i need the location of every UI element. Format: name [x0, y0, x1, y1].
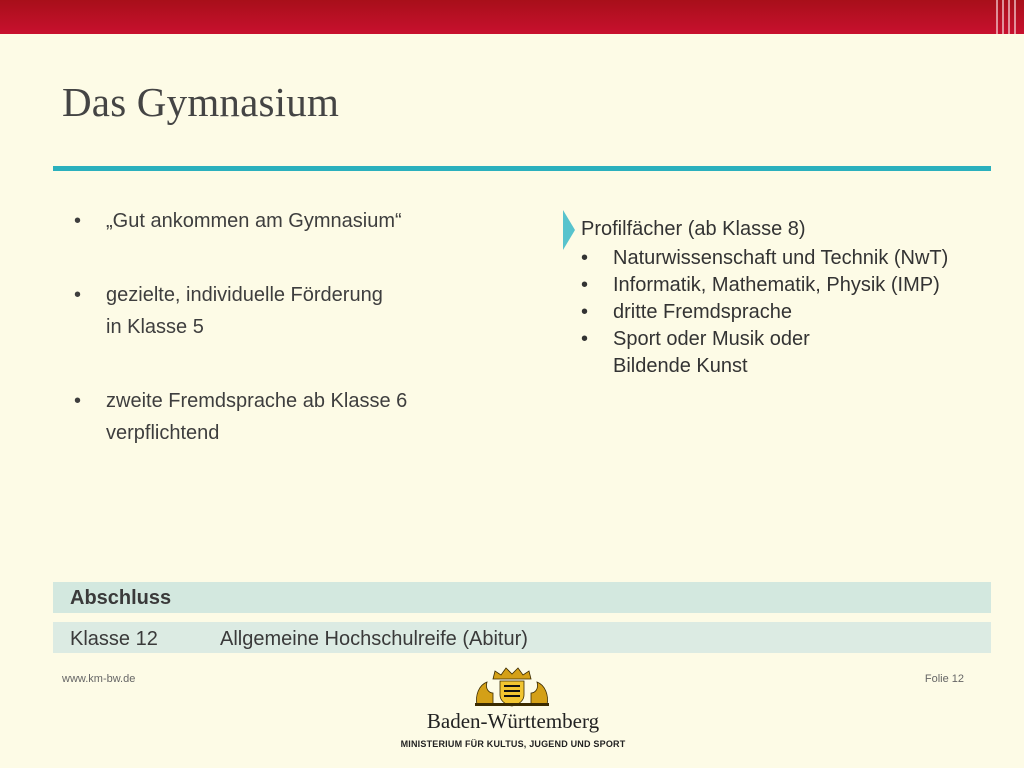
bullet-item: [74, 385, 534, 449]
footer-url: www.km-bw.de: [62, 673, 136, 685]
bullet-marker: •: [581, 247, 589, 269]
profil-list: [581, 245, 948, 380]
title-divider: [53, 166, 991, 171]
profil-text: Informatik, Mathematik, Physik (IMP): [613, 274, 940, 296]
abschluss-header-label: Abschluss: [70, 587, 172, 609]
bullet-text: „Gut ankommen am Gymnasium“: [106, 210, 402, 232]
abschluss-klasse: Klasse 12: [70, 628, 158, 650]
bullet-marker: •: [74, 390, 82, 412]
bullet-text: in Klasse 5: [106, 316, 204, 338]
bullet-marker: •: [581, 328, 589, 350]
profil-text: Sport oder Musik oder: [613, 328, 810, 350]
profil-item: [581, 299, 948, 326]
state-name: Baden-Württemberg: [426, 709, 600, 733]
bullet-marker: •: [74, 210, 82, 232]
profil-text: Bildende Kunst: [613, 355, 748, 377]
top-bar-stripe: [1008, 0, 1010, 34]
bullet-marker: •: [581, 274, 589, 296]
abschluss-row: [53, 622, 991, 653]
profil-heading: Profilfächer (ab Klasse 8): [581, 218, 806, 240]
coat-of-arms-icon: [473, 665, 551, 707]
ministry-name: MINISTERIUM FÜR KULTUS, JUGEND UND SPORT: [400, 739, 626, 749]
bullet-item: [74, 205, 534, 237]
bullet-text: zweite Fremdsprache ab Klasse 6: [106, 390, 408, 412]
profil-item: [581, 272, 948, 299]
profil-text: dritte Fremdsprache: [613, 301, 792, 323]
bullet-text: verpflichtend: [106, 422, 220, 444]
bullet-marker: •: [581, 301, 589, 323]
abschluss-header: [53, 582, 991, 613]
abschluss-value: Allgemeine Hochschulreife (Abitur): [220, 628, 528, 650]
bullet-text: gezielte, individuelle Förderung: [106, 284, 383, 306]
chevron-right-icon: [563, 210, 575, 250]
top-bar-stripe: [1014, 0, 1016, 34]
profil-item: [581, 326, 948, 380]
profil-item: [581, 245, 948, 272]
top-bar-stripe: [996, 0, 998, 34]
left-bullet-list: [74, 205, 534, 459]
top-bar-stripe: [1002, 0, 1004, 34]
profil-text: Naturwissenschaft und Technik (NwT): [613, 247, 949, 269]
bullet-item: [74, 279, 534, 343]
slide-title: Das Gymnasium: [62, 79, 340, 125]
slide-number: Folie 12: [924, 673, 964, 685]
top-bar: [0, 0, 1024, 34]
bullet-marker: •: [74, 284, 82, 306]
